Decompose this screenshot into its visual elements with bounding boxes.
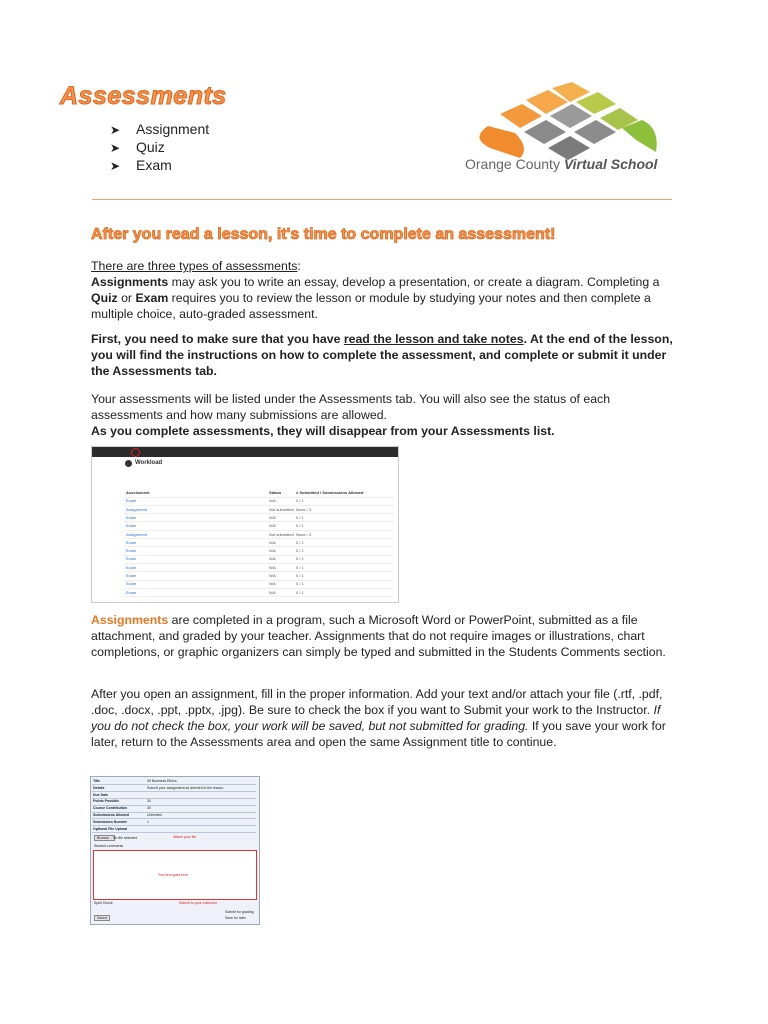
table-row[interactable] bbox=[124, 539, 394, 548]
table-cell: Exam bbox=[126, 564, 137, 570]
open-assignment-paragraph: After you open an assignment, fill in the proper information. Add your text and/or attach your file (.rtf, .pdf, .doc, .docx, .ppt, .pptx, .jpg). Be sure to check the box if you want to Submit your work to the Instructor. If you do not check the box, your work will be saved, but not submitted for grading. If you save your work for later, return to the Assessments area and open the same Assignment title to continue. bbox=[91, 687, 666, 749]
list-item: ➤ Assignment bbox=[110, 121, 210, 137]
form-row bbox=[92, 826, 256, 833]
logo-text: Orange County Virtual School bbox=[465, 156, 658, 172]
form-value: 30 bbox=[147, 799, 151, 804]
table-cell: Assignment bbox=[126, 531, 147, 537]
form-label: Course Contribution bbox=[93, 806, 128, 811]
table-cell: Exam bbox=[126, 548, 137, 554]
form-label: Submissions Allowed bbox=[93, 813, 130, 817]
table-cell: Not submitted bbox=[269, 531, 294, 537]
table-cell: Exam bbox=[126, 581, 137, 587]
table-cell: N/A bbox=[269, 581, 276, 587]
browse-button[interactable]: Browse... bbox=[94, 835, 115, 841]
spell-check-link[interactable]: Spell Check bbox=[94, 901, 113, 905]
form-label: Submission Number bbox=[93, 819, 128, 824]
table-cell: 0 / 1 bbox=[296, 556, 304, 562]
table-cell: Status bbox=[269, 490, 282, 495]
table-row[interactable] bbox=[124, 522, 394, 531]
table-row[interactable] bbox=[124, 572, 394, 581]
form-value: 30 bbox=[147, 806, 151, 811]
table-cell: N/A bbox=[269, 564, 276, 570]
attach-note: Attach your file bbox=[173, 835, 197, 839]
screenshot-menu-bar bbox=[92, 447, 398, 457]
table-cell: N/A bbox=[269, 573, 276, 578]
form-label: Details bbox=[93, 785, 105, 790]
table-cell: Not submitted bbox=[269, 506, 294, 512]
arrow-bullet-icon: ➤ bbox=[110, 141, 121, 155]
table-cell: Exam bbox=[126, 514, 137, 520]
intro-paragraph: There are three types of assessments: Assignments may ask you to write an essay, develop a presentation, or create a diagram. Completing a Quiz or Exam requires you to review the lesson or module by studying your notes and then complete a multiple choice, auto-graded assessment. bbox=[91, 259, 660, 321]
table-row[interactable] bbox=[124, 547, 394, 556]
listed-paragraph: Your assessments will be listed under the Assessments tab. You will also see the status of each assessments and how many submissions are allowed. As you complete assessments, they will disappear from your Assessments list. bbox=[91, 392, 611, 438]
table-cell: Exam bbox=[126, 589, 137, 595]
table-row bbox=[124, 489, 394, 498]
form-value: Submit your assignment as directed in the lesson. bbox=[147, 785, 225, 790]
table-row[interactable] bbox=[124, 589, 394, 598]
text-note: Your text goes here bbox=[158, 873, 189, 877]
table-row[interactable] bbox=[124, 531, 394, 540]
table-cell: N/A bbox=[269, 548, 276, 554]
list-item: ➤ Quiz bbox=[110, 139, 165, 155]
table-row[interactable] bbox=[124, 506, 394, 515]
table-cell: 0 / 1 bbox=[296, 523, 304, 529]
workload-icon bbox=[125, 460, 132, 467]
first-paragraph: First, you need to make sure that you have read the lesson and take notes. At the end of the lesson, you will find the instructions on how to complete the assessment, and complete or submit it under the Assessments tab. bbox=[91, 332, 673, 378]
page-title: Assessments bbox=[60, 82, 227, 110]
table-cell: Exam bbox=[126, 498, 137, 504]
submit-for-grading-checkbox[interactable]: Submit for grading bbox=[225, 910, 254, 914]
table-cell: 0 / 1 bbox=[296, 564, 304, 570]
table-cell: Exam bbox=[126, 556, 137, 562]
student-comments-box[interactable] bbox=[93, 850, 257, 900]
submit-note: Submit to your Instructor bbox=[179, 901, 218, 905]
table-cell: N/A bbox=[269, 498, 276, 504]
form-value: 09 Business Ethics bbox=[147, 779, 177, 783]
table-row[interactable] bbox=[124, 514, 394, 523]
table-cell: Exam bbox=[126, 539, 137, 545]
table-cell: 0 / 1 bbox=[296, 539, 304, 545]
form-value: 1 bbox=[147, 819, 149, 824]
table-cell: N/A bbox=[269, 589, 276, 595]
table-cell: Assessment bbox=[126, 490, 150, 495]
table-cell: # Submitted / Submissions Allowed bbox=[296, 490, 364, 495]
table-cell: Exam bbox=[126, 523, 137, 529]
form-label: Title bbox=[93, 779, 101, 783]
save-button[interactable]: Saved bbox=[94, 915, 110, 921]
table-row[interactable] bbox=[124, 497, 394, 506]
comments-label: Student comments bbox=[94, 844, 124, 848]
form-label: Points Possible bbox=[93, 799, 120, 804]
arrow-bullet-icon: ➤ bbox=[110, 159, 121, 173]
no-file-text: No file selected. bbox=[113, 836, 138, 840]
table-cell: 0 / 1 bbox=[296, 514, 304, 520]
table-cell: 0 / 1 bbox=[296, 548, 304, 554]
save-for-later-checkbox[interactable]: Save for later bbox=[225, 916, 246, 920]
arrow-bullet-icon: ➤ bbox=[110, 123, 121, 137]
workload-screenshot bbox=[91, 446, 399, 603]
table-cell: 0 / 1 bbox=[296, 573, 304, 578]
table-cell: Assignment bbox=[126, 506, 147, 512]
section-subtitle: After you read a lesson, it's time to complete an assessment! bbox=[91, 226, 556, 243]
divider bbox=[92, 199, 672, 200]
table-cell: Exam bbox=[126, 573, 137, 578]
table-cell: None / 3 bbox=[296, 531, 312, 537]
table-row[interactable] bbox=[124, 564, 394, 573]
assignments-paragraph: Assignments are completed in a program, such a Microsoft Word or PowerPoint, submitted as a file attachment, and graded by your teacher. Assignments that do not require images or illustrations, chart completions, or graphic organizers can simply be typed and submitted in the Students Comments section. bbox=[91, 613, 666, 659]
table-cell: 0 / 1 bbox=[296, 498, 304, 504]
table-cell: N/A bbox=[269, 523, 276, 529]
table-cell: 0 / 1 bbox=[296, 581, 304, 587]
highlight-circle-icon bbox=[131, 448, 140, 457]
assignment-form-screenshot bbox=[90, 776, 260, 925]
assessment-types-list bbox=[110, 120, 209, 174]
workload-heading: Workload bbox=[135, 460, 163, 466]
table-cell: N/A bbox=[269, 539, 276, 545]
table-cell: 0 / 1 bbox=[296, 589, 304, 595]
list-item: ➤ Exam bbox=[110, 157, 172, 173]
form-value: Unlimited bbox=[147, 813, 162, 817]
form-label: Due Date bbox=[93, 792, 109, 797]
table-cell: N/A bbox=[269, 556, 276, 562]
table-row[interactable] bbox=[124, 555, 394, 564]
table-cell: None / 3 bbox=[296, 506, 312, 512]
table-cell: N/A bbox=[269, 514, 276, 520]
table-row[interactable] bbox=[124, 580, 394, 589]
form-label: Optional File Upload bbox=[93, 826, 128, 831]
